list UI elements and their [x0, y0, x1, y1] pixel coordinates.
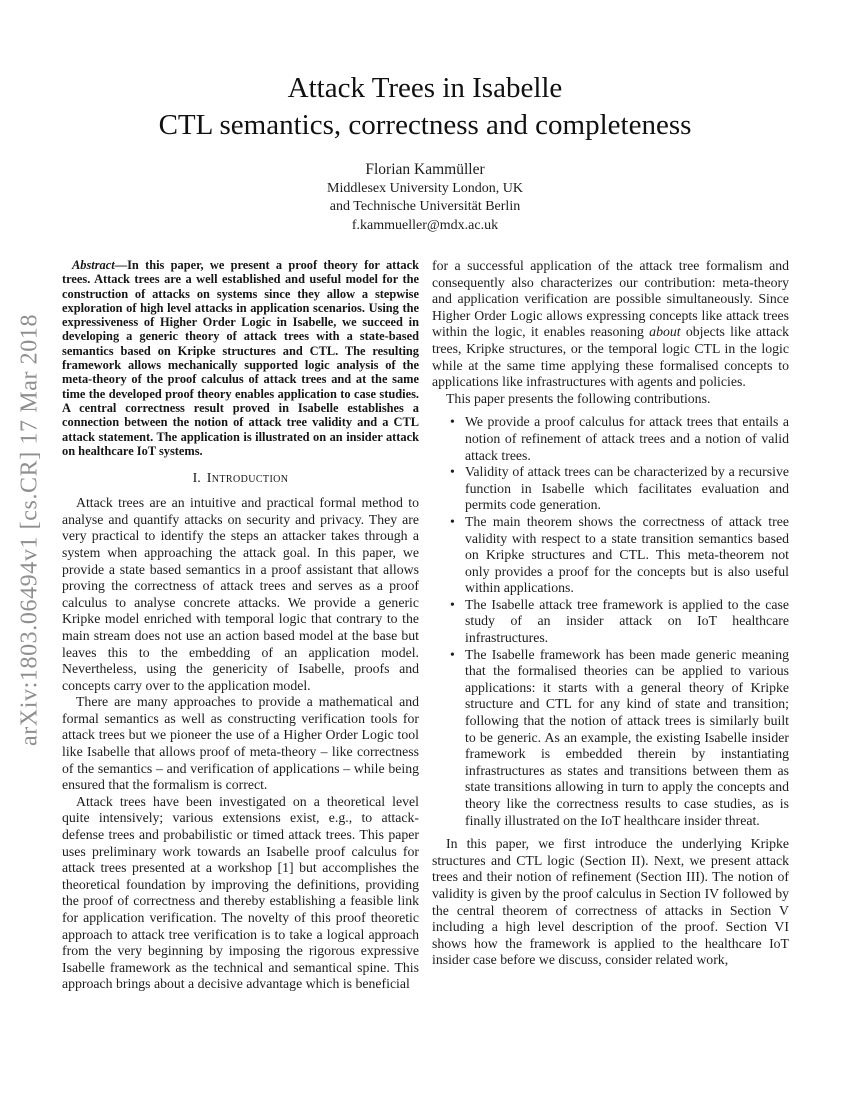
author-affiliation-2: and Technische Universität Berlin	[329, 199, 521, 214]
list-item	[432, 647, 789, 830]
intro-paragraph-2: There are many approaches to provide a mathematical and formal semantics as well as constructing verification tools for attack trees but we pioneer the use of a Higher Order Logic tool like Isabelle that allows proof of meta-theory – like correctness of the semantics – and verification of applications – while being ensured that the formalism is correct.	[62, 694, 419, 793]
list-item-text: The Isabelle attack tree framework is applied to the case study of an insider attack on IoT healthcare infrastructures.	[465, 596, 789, 646]
contributions-list	[432, 414, 789, 829]
section-title: Introduction	[206, 471, 289, 487]
list-item	[432, 597, 789, 647]
author-block	[0, 161, 850, 235]
paper-title-line1: Attack Trees in Isabelle	[287, 72, 563, 104]
author-name: Florian Kammüller	[365, 161, 485, 178]
intro-paragraph-4-italic: about	[649, 324, 681, 340]
intro-paragraph-6: In this paper, we first introduce the underlying Kripke structures and CTL logic (Section II). Next, we present attack trees and their notion of refinement (Section III). The notion of validity is given by the proof calculus in Section IV followed by the central theorem of correctness of attacks in Section V including a high level description of the proof. Section VI shows how the framework is applied to the healthcare IoT insider case before we discuss, consider related work,	[432, 836, 789, 968]
list-item	[432, 414, 789, 464]
paper-header	[0, 0, 850, 235]
list-item	[432, 464, 789, 514]
bullet-icon: •	[450, 513, 455, 529]
two-column-layout	[62, 258, 789, 993]
section-heading-introduction	[62, 471, 419, 487]
abstract-text: —In this paper, we present a proof theory for attack trees. Attack trees are a well established and useful model for the construction of attacks on systems since they allow a stepwise exploration of high level attacks in application scenarios. Using the expressiveness of Higher Order Logic in Isabelle, we succeed in developing a generic theory of attack trees with a state-based semantics based on Kripke structures and CTL. The resulting framework allows mechanically supported logic analysis of the meta-theory of the proof calculus of attack trees and at the same time the developed proof theory enables application to case studies. A central correctness result proved in Isabelle establishes a connection between the notion of attack tree validity and a CTL attack statement. The application is illustrated on an insider attack on healthcare IoT systems.	[62, 258, 419, 458]
author-email: f.kammueller@mdx.ac.uk	[351, 217, 499, 233]
bullet-icon: •	[450, 464, 455, 480]
abstract-label: Abstract	[72, 258, 115, 272]
paper-title	[0, 70, 850, 144]
intro-paragraph-4	[432, 258, 789, 391]
right-column	[432, 258, 789, 969]
author-affiliation-1: Middlesex University London, UK	[327, 180, 523, 196]
list-item	[432, 514, 789, 597]
intro-paragraph-4-after: objects like attack trees, Kripke structures, or the temporal logic CTL in the logic while at the same time applying these formalised concepts to applications like infrastructures with agents and policies.	[432, 324, 789, 390]
list-item-text: The Isabelle framework has been made generic meaning that the formalised theories can be applied to various applications: it starts with a general theory of Kripke structure and CTL for any kind of state and transition; following that the notion of attack trees is similarly built to be generic. As an example, the existing Isabelle insider framework is embedded therein by instantiating infrastructures as states and transitions between them as state transitions allowing in turn to apply the concepts and theory like the correctness results to case studies, as is finally illustrated on the IoT healthcare insider threat.	[465, 646, 789, 828]
bullet-icon: •	[450, 646, 455, 662]
section-number: I.	[192, 471, 201, 487]
paper-title-line2: CTL semantics, correctness and completeness	[158, 109, 692, 141]
arxiv-watermark: arXiv:1803.06494v1 [cs.CR] 17 Mar 2018	[16, 313, 43, 747]
intro-paragraph-5: This paper presents the following contributions.	[446, 390, 711, 406]
list-item-text: Validity of attack trees can be characterized by a recursive function in Isabelle which facilitates evaluation and permits code generation.	[465, 464, 789, 513]
bullet-icon: •	[450, 596, 455, 612]
list-item-text: We provide a proof calculus for attack trees that entails a notion of refinement of attack trees and a notion of valid attack trees.	[465, 414, 789, 463]
bullet-icon: •	[450, 414, 455, 430]
abstract-paragraph	[62, 258, 419, 458]
intro-paragraph-1: Attack trees are an intuitive and practical formal method to analyse and quantify attacks on security and privacy. They are very practical to identify the steps an attacker takes through a system when approaching the attack goal. In this paper, we provide a state based semantics in a proof assistant that allows proving the correctness of attack trees and serves as a proof calculus to analyse concrete attacks. We provide a generic Kripke model enriched with temporal logic that contrary to the main stream does not use an action based model at the base but leaves this to the embedding of an application model. Nevertheless, using the genericity of Isabelle, proofs and concepts carry over to the application model.	[62, 495, 419, 693]
left-column	[62, 258, 419, 993]
intro-paragraph-3: Attack trees have been investigated on a theoretical level quite intensively; various extensions exist, e.g., to attack-defense trees and probabilistic or timed attack trees. This paper uses preliminary work towards an Isabelle proof calculus for attack trees presented at a workshop [1] but accomplishes the theoretical foundation by improving the definitions, providing the proof of correctness and thereby establishing a feasible link for application verification. The novelty of this proof theoretic approach to attack tree verification is to take a logical approach from the very beginning by imposing the rigorous expressive Isabelle framework as the technical and semantical spine. This approach brings about a decisive advantage which is beneficial	[62, 793, 419, 992]
intro-paragraph-4-before: for a successful application of the attack tree formalism and consequently also characterizes our contribution: meta-theory and application verification are possible simultaneously. Since Higher Order Logic allows expressing concepts like attack trees within the logic, it enables reasoning	[432, 258, 789, 340]
list-item-text: The main theorem shows the correctness of attack tree validity with respect to a state transition semantics based on Kripke structures and CTL. This meta-theorem not only provides a proof for the concepts but is also useful within applications.	[465, 513, 789, 596]
